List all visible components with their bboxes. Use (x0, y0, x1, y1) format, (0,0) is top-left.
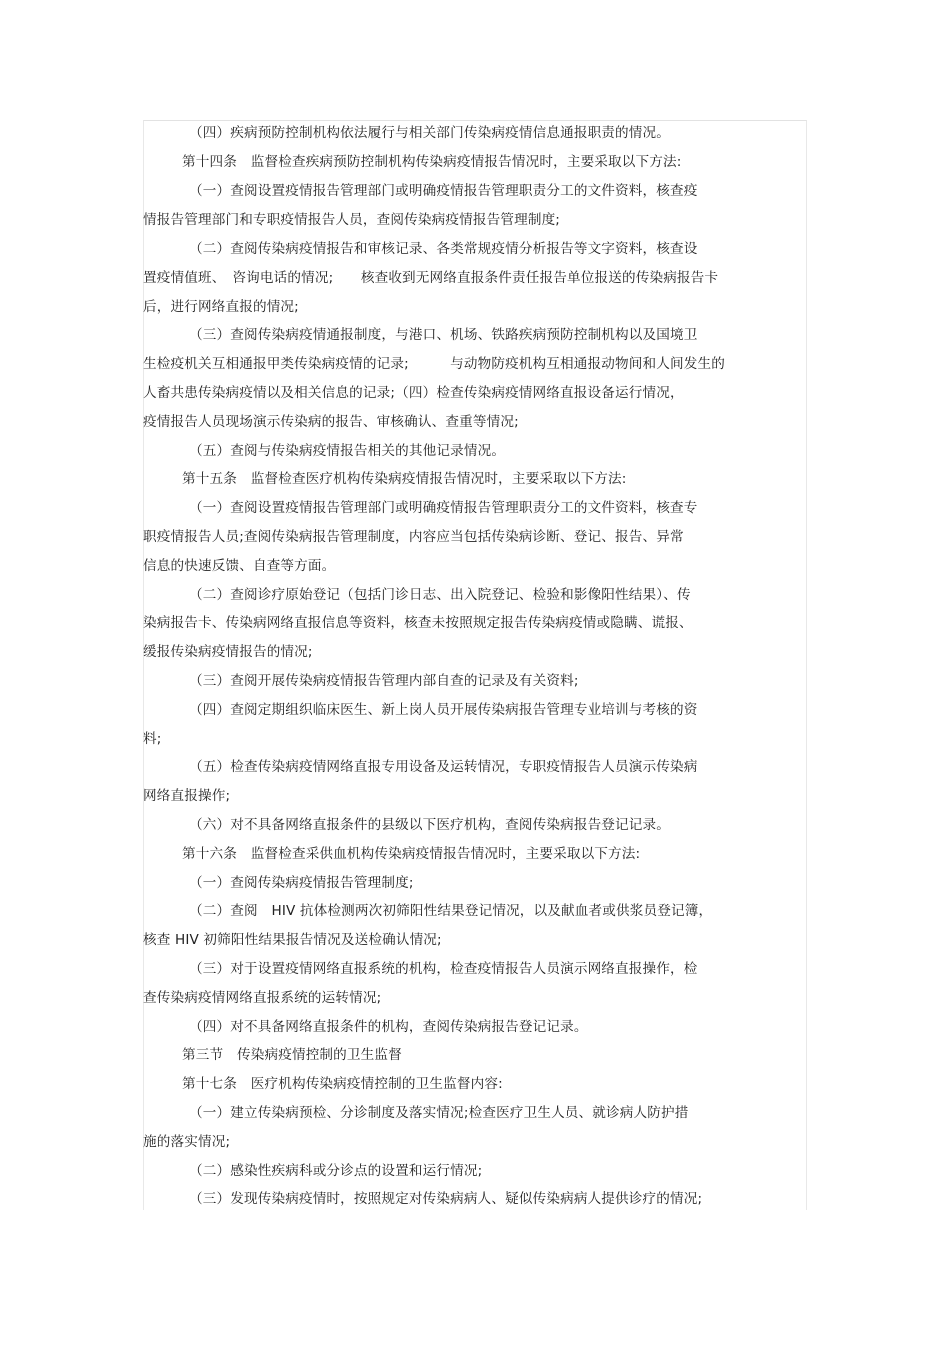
text-line: （四）查阅定期组织临床医生、新上岗人员开展传染病报告管理专业培训与考核的资 (189, 702, 698, 718)
article-heading: 第十四条 监督检查疾病预防控制机构传染病疫情报告情况时，主要采取以下方法: (182, 154, 682, 170)
text-line: 核查 HIV 初筛阳性结果报告情况及送检确认情况; (143, 932, 442, 948)
text-line: 人畜共患传染病疫情以及相关信息的记录;（四）检查传染病疫情网络直报设备运行情况， (143, 385, 684, 401)
text-line: 网络直报操作; (143, 788, 231, 804)
text-line: （六）对不具备网络直报条件的县级以下医疗机构，查阅传染病报告登记记录。 (189, 817, 671, 833)
text-line: （三）查阅传染病疫情通报制度，与港口、机场、铁路疾病预防控制机构以及国境卫 (189, 327, 698, 343)
text-line: 信息的快速反馈、自查等方面。 (143, 558, 336, 574)
text-line: 生检疫机关互相通报甲类传染病疫情的记录; 与动物防疫机构互相通报动物间和人间发生的 (143, 356, 725, 372)
text-line: （一）查阅设置疫情报告管理部门或明确疫情报告管理职责分工的文件资料，核查专 (189, 500, 698, 516)
text-line: （三）查阅开展传染病疫情报告管理内部自查的记录及有关资料; (189, 673, 579, 689)
text-line: （五）检查传染病疫情网络直报专用设备及运转情况，专职疫情报告人员演示传染病 (189, 759, 698, 775)
text-line: （一）建立传染病预检、分诊制度及落实情况;检查医疗卫生人员、就诊病人防护措 (189, 1105, 689, 1121)
article-heading: 第十六条 监督检查采供血机构传染病疫情报告情况时，主要采取以下方法: (182, 846, 641, 862)
text-line: 缓报传染病疫情报告的情况; (143, 644, 313, 660)
text-line: （四）对不具备网络直报条件的机构，查阅传染病报告登记记录。 (189, 1019, 588, 1035)
text-line: 后，进行网络直报的情况; (143, 299, 299, 315)
article-heading: 第十五条 监督检查医疗机构传染病疫情报告情况时，主要采取以下方法: (182, 471, 627, 487)
article-heading: 第十七条 医疗机构传染病疫情控制的卫生监督内容: (182, 1076, 503, 1092)
section-heading: 第三节 传染病疫情控制的卫生监督 (182, 1047, 402, 1063)
text-line: （四）疾病预防控制机构依法履行与相关部门传染病疫情信息通报职责的情况。 (189, 125, 671, 141)
text-line: （三）对于设置疫情网络直报系统的机构，检查疫情报告人员演示网络直报操作，检 (189, 961, 698, 977)
text-line: （三）发现传染病疫情时，按照规定对传染病病人、疑似传染病病人提供诊疗的情况; (189, 1191, 703, 1207)
text-line: 置疫情值班、 咨询电话的情况; 核查收到无网络直报条件责任报告单位报送的传染病报告卡 (143, 270, 719, 286)
text-line: 施的落实情况; (143, 1134, 231, 1150)
text-line: （一）查阅设置疫情报告管理部门或明确疫情报告管理职责分工的文件资料，核查疫 (189, 183, 698, 199)
text-line: 料; (143, 731, 162, 747)
text-line: 职疫情报告人员;查阅传染病报告管理制度，内容应当包括传染病诊断、登记、报告、异常 (143, 529, 684, 545)
text-line: （二）查阅传染病疫情报告和审核记录、各类常规疫情分析报告等文字资料，核查设 (189, 241, 698, 257)
text-line: （一）查阅传染病疫情报告管理制度; (189, 875, 414, 891)
text-line: （五）查阅与传染病疫情报告相关的其他记录情况。 (189, 443, 506, 459)
text-line: （二）感染性疾病科或分诊点的设置和运行情况; (189, 1163, 483, 1179)
text-line: 疫情报告人员现场演示传染病的报告、审核确认、查重等情况; (143, 414, 519, 430)
text-line: 染病报告卡、传染病网络直报信息等资料，核查未按照规定报告传染病疫情或隐瞒、谎报、 (143, 615, 693, 631)
text-line: 情报告管理部门和专职疫情报告人员，查阅传染病疫情报告管理制度; (143, 212, 561, 228)
text-line: （二）查阅 HIV 抗体检测两次初筛阳性结果登记情况，以及献血者或供浆员登记簿， (189, 903, 713, 919)
text-line: （二）查阅诊疗原始登记（包括门诊日志、出入院登记、检验和影像阳性结果）、传 (189, 587, 691, 603)
text-line: 查传染病疫情网络直报系统的运转情况; (143, 990, 382, 1006)
